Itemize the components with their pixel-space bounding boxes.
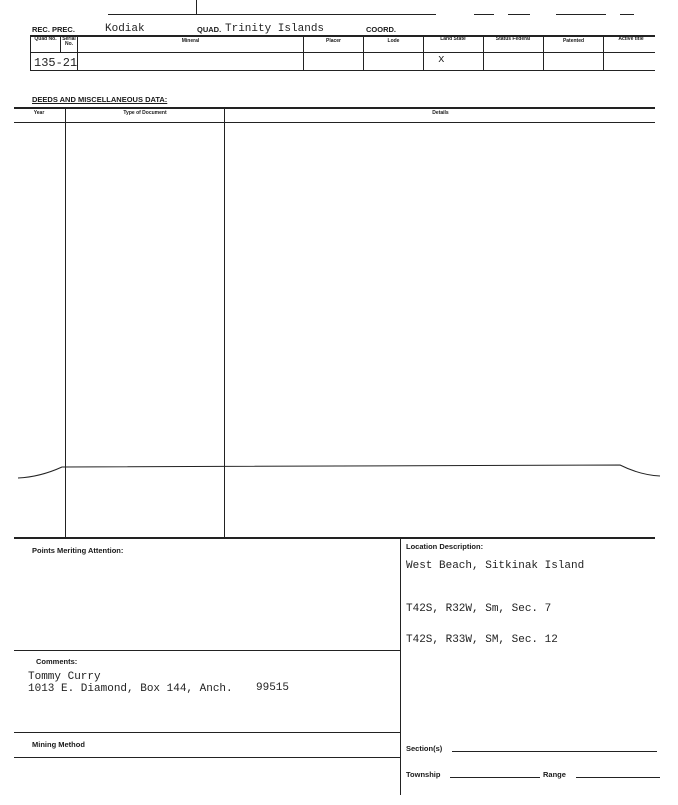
- col-details: Details: [432, 110, 449, 116]
- col-serial-no: Serial No.: [62, 36, 76, 48]
- col-year: Year: [33, 110, 45, 116]
- comments-label: Comments:: [36, 657, 78, 666]
- deeds-section-title: DEEDS AND MISCELLANEOUS DATA:: [32, 95, 168, 104]
- rec-prec-value: Kodiak: [105, 23, 145, 35]
- points-label: Points Meriting Attention:: [32, 546, 124, 555]
- col-mineral: Mineral: [181, 38, 200, 44]
- col-patented: Patented: [562, 38, 585, 44]
- col-land-state: Land State: [440, 36, 466, 42]
- location-label: Location Description:: [406, 542, 484, 551]
- quad-serial-value: 135-21: [34, 56, 78, 70]
- location-line3: T42S, R33W, SM, Sec. 12: [406, 634, 558, 646]
- quad-label: QUAD.: [197, 25, 222, 34]
- coord-label: COORD.: [366, 25, 396, 34]
- land-state-value: x: [438, 54, 445, 66]
- comments-line2: 1013 E. Diamond, Box 144, Anch.: [28, 683, 233, 695]
- quad-value: Trinity Islands: [225, 23, 325, 35]
- col-placer: Placer: [325, 38, 341, 44]
- col-active-title: Active title: [618, 36, 644, 42]
- fold-line: [0, 455, 678, 495]
- township-label: Township: [406, 770, 441, 779]
- rec-prec-label: REC. PREC.: [32, 25, 75, 34]
- col-quad-no: Quad No.: [34, 36, 57, 42]
- location-line2: T42S, R32W, Sm, Sec. 7: [406, 603, 552, 615]
- col-status-federal: Status Federal: [495, 36, 531, 42]
- sections-label: Section(s): [406, 744, 443, 753]
- range-label: Range: [543, 770, 566, 779]
- col-type-of-document: Type of Document: [123, 110, 167, 116]
- col-lode: Lode: [387, 38, 400, 44]
- comments-zip: 99515: [256, 682, 290, 694]
- comments-line1: Tommy Curry: [28, 671, 101, 683]
- location-line1: West Beach, Sitkinak Island: [406, 560, 585, 572]
- mining-method-label: Mining Method: [32, 740, 85, 749]
